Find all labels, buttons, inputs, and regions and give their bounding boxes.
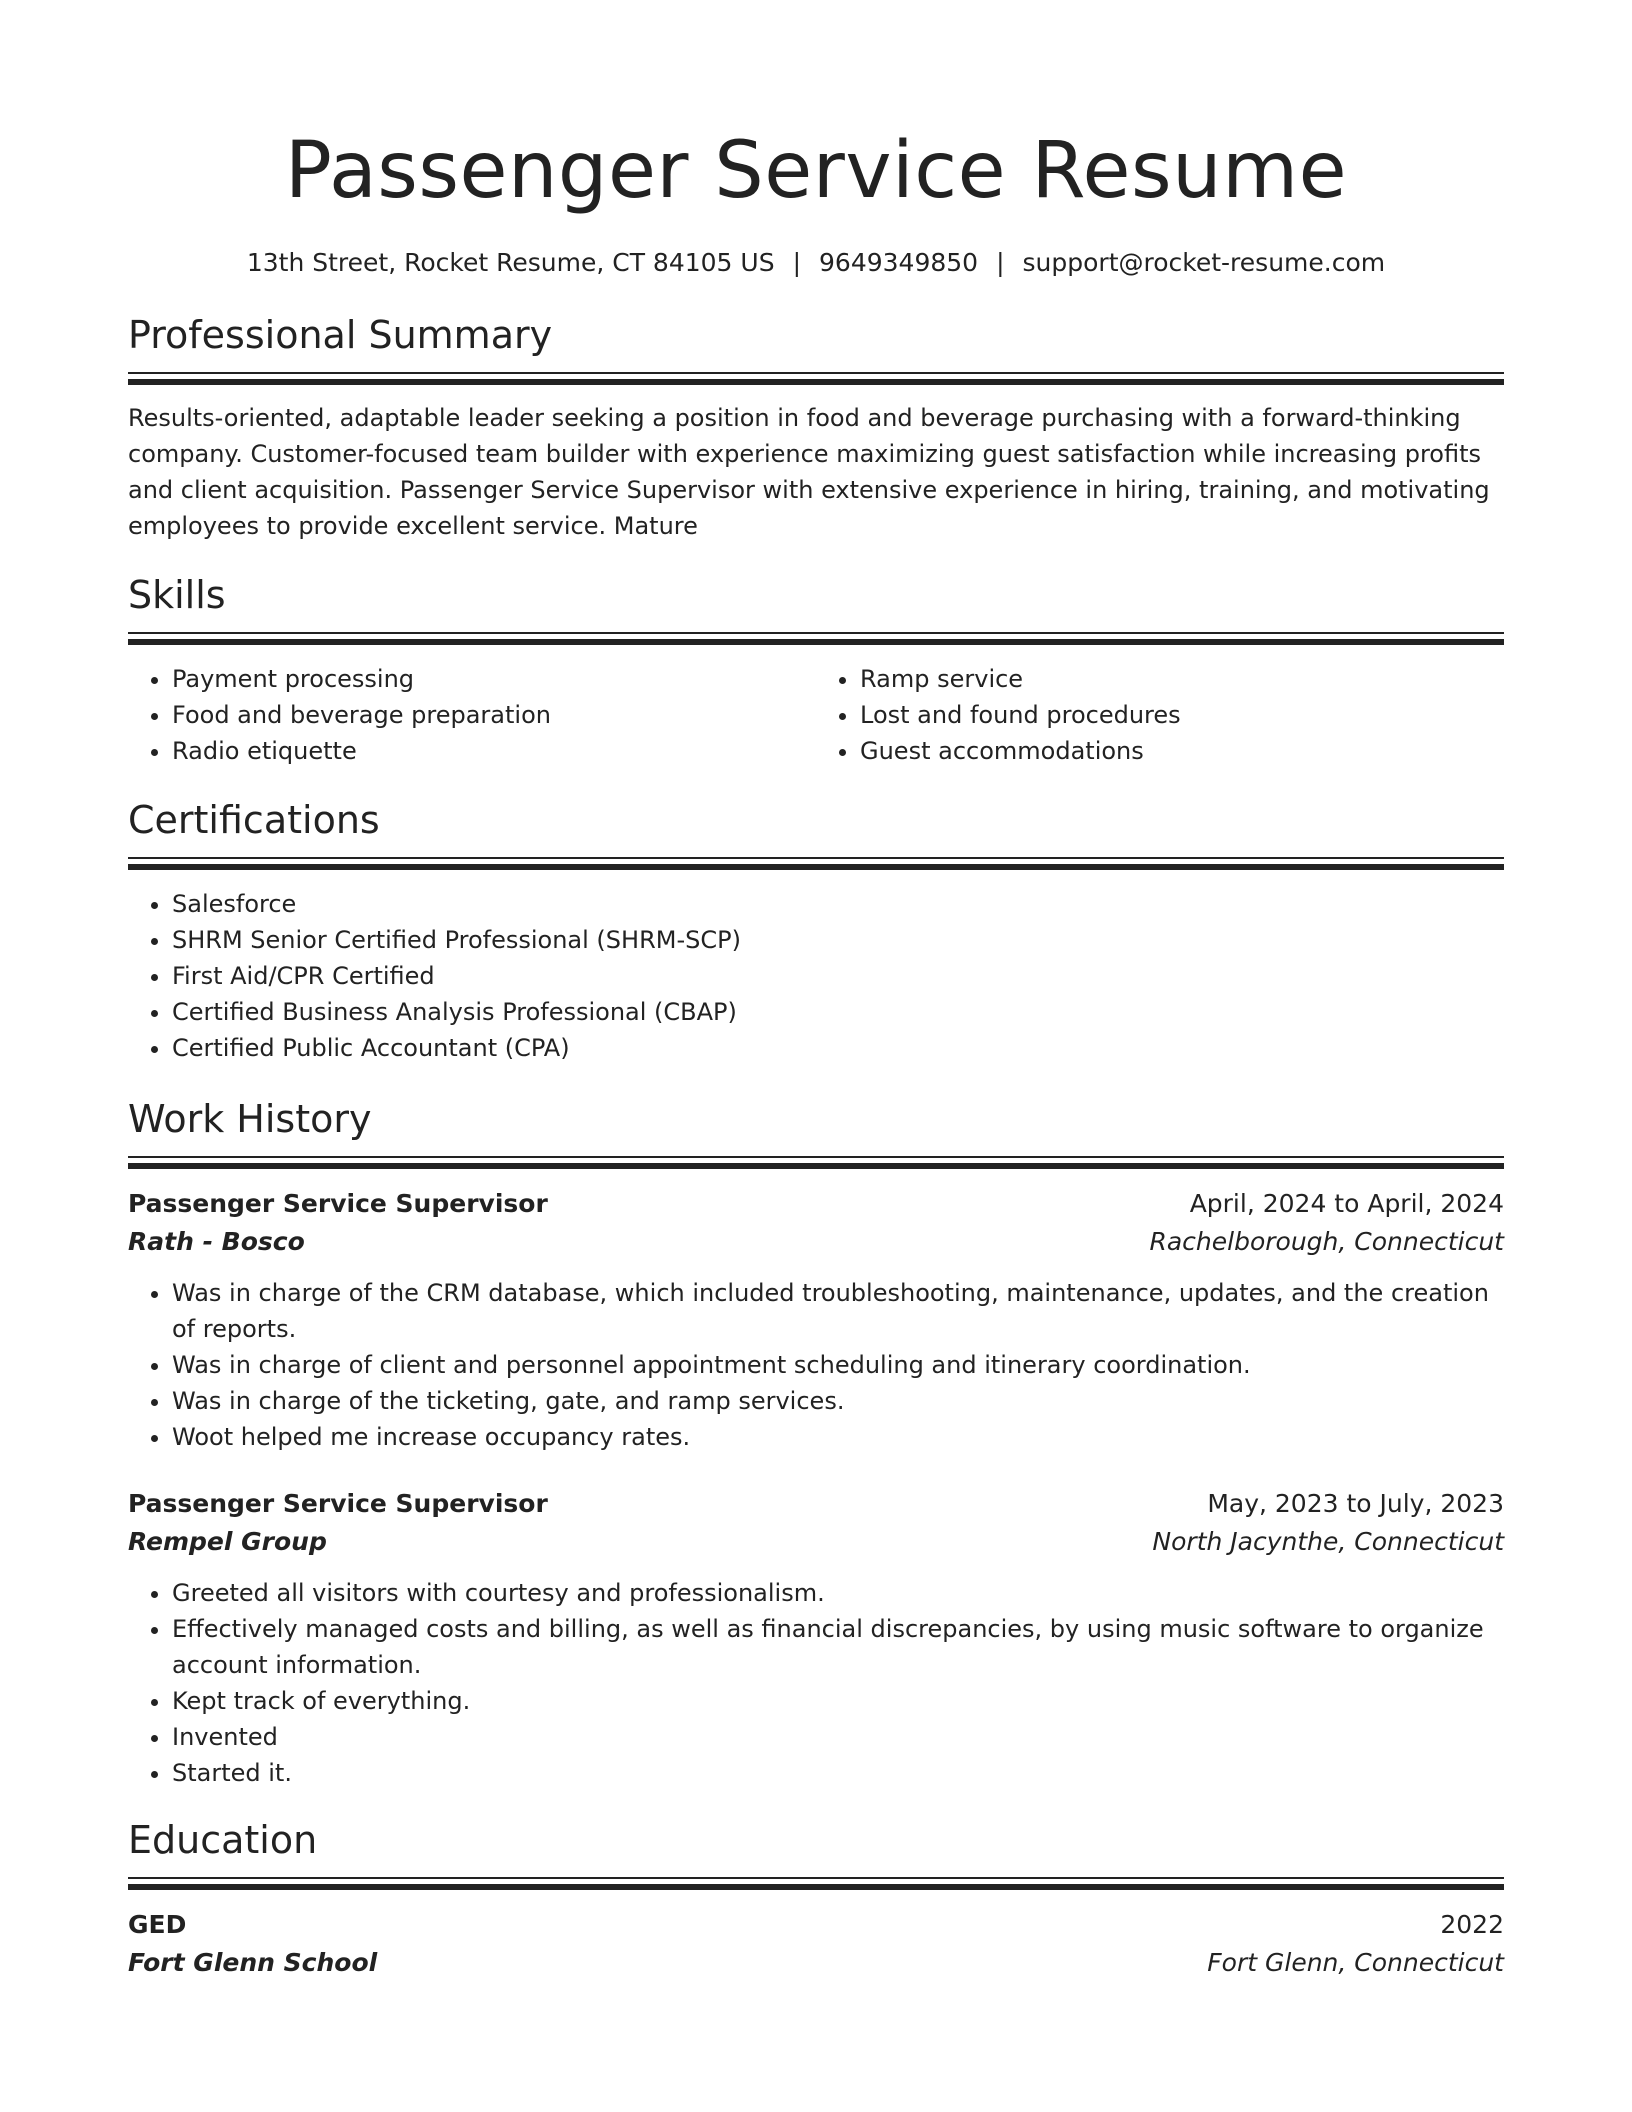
- list-item: • Effectively managed costs and billing, as well as financial discrepancies, by using music software to organize account information.: [172, 1611, 1504, 1683]
- certifications-list: [128, 886, 1504, 1066]
- summary-text: Results-oriented, adaptable leader seeking a position in food and beverage purchasing with a forward-thinking company. Customer-focused team builder with experience maximizing guest satisfaction while increasing profits and client acquisition. Passenger Service Supervisor with extensive experience in hiring, training, and motivating employees to provide excellent service. Mature: [128, 404, 1490, 540]
- contact-line: [128, 246, 1504, 280]
- section-divider: [128, 1156, 1504, 1169]
- section-divider: [128, 372, 1504, 385]
- job-entry: [128, 1485, 1504, 1791]
- section-heading-summary: Professional Summary: [128, 313, 553, 357]
- list-item: • Certified Business Analysis Professional (CBAP): [172, 994, 1504, 1030]
- job-title: Passenger Service Supervisor: [128, 1489, 548, 1518]
- section-summary: [128, 310, 1504, 544]
- section-divider: [128, 632, 1504, 645]
- job-company: Rath - Bosco: [128, 1227, 305, 1256]
- resume-title: Passenger Service Resume: [284, 126, 1348, 216]
- section-heading-certifications: Certifications: [128, 798, 380, 842]
- list-item: • Lost and found procedures: [860, 697, 1504, 733]
- contact-phone: 9649349850: [819, 248, 979, 277]
- job-header: [128, 1485, 1504, 1523]
- job-company: Rempel Group: [128, 1527, 327, 1556]
- list-item: • First Aid/CPR Certified: [172, 958, 1504, 994]
- job-title: Passenger Service Supervisor: [128, 1189, 548, 1218]
- section-divider: [128, 1877, 1504, 1890]
- education-location: Fort Glenn, Connecticut: [1207, 1948, 1504, 1977]
- list-item: • Salesforce: [172, 886, 1504, 922]
- job-location: Rachelborough, Connecticut: [1149, 1227, 1504, 1256]
- list-item: • Was in charge of the ticketing, gate, and ramp services.: [172, 1383, 1504, 1419]
- section-education: [128, 1815, 1504, 1982]
- section-heading-skills: Skills: [128, 573, 226, 617]
- skills-list-left: [128, 661, 816, 769]
- job-entry: [128, 1185, 1504, 1455]
- list-item: • Payment processing: [172, 661, 816, 697]
- section-skills: [128, 570, 1504, 769]
- education-header: [128, 1906, 1504, 1944]
- job-bullets: [128, 1275, 1504, 1455]
- skills-grid: [128, 661, 1504, 769]
- list-item: • Radio etiquette: [172, 733, 816, 769]
- section-heading-education: Education: [128, 1818, 318, 1862]
- job-subheader: [128, 1223, 1504, 1261]
- list-item: • SHRM Senior Certified Professional (SHRM-SCP): [172, 922, 1504, 958]
- contact-separator: |: [792, 248, 802, 277]
- section-work-history: [128, 1094, 1504, 1791]
- education-degree: GED: [128, 1910, 187, 1939]
- education-year: 2022: [1440, 1910, 1504, 1939]
- list-item: • Kept track of everything.: [172, 1683, 1504, 1719]
- list-item: • Woot helped me increase occupancy rates.: [172, 1419, 1504, 1455]
- education-entry: [128, 1906, 1504, 1982]
- job-dates: May, 2023 to July, 2023: [1207, 1489, 1504, 1518]
- list-item: • Food and beverage preparation: [172, 697, 816, 733]
- section-heading-work-history: Work History: [128, 1097, 372, 1141]
- list-item: • Ramp service: [860, 661, 1504, 697]
- list-item: • Greeted all visitors with courtesy and professionalism.: [172, 1575, 1504, 1611]
- job-bullets: [128, 1575, 1504, 1791]
- job-dates: April, 2024 to April, 2024: [1189, 1189, 1504, 1218]
- list-item: • Was in charge of the CRM database, which included troubleshooting, maintenance, updates, and the creation of reports.: [172, 1275, 1504, 1347]
- list-item: • Started it.: [172, 1755, 1504, 1791]
- education-subheader: [128, 1944, 1504, 1982]
- contact-address: 13th Street, Rocket Resume, CT 84105 US: [246, 248, 775, 277]
- list-item: • Guest accommodations: [860, 733, 1504, 769]
- list-item: • Invented: [172, 1719, 1504, 1755]
- skills-list-right: [816, 661, 1504, 769]
- section-divider: [128, 857, 1504, 870]
- list-item: • Was in charge of client and personnel appointment scheduling and itinerary coordination.: [172, 1347, 1504, 1383]
- section-certifications: [128, 795, 1504, 1066]
- contact-email: support@rocket-resume.com: [1022, 248, 1386, 277]
- contact-separator: |: [996, 248, 1005, 277]
- job-location: North Jacynthe, Connecticut: [1152, 1527, 1504, 1556]
- job-subheader: [128, 1523, 1504, 1561]
- list-item: • Certified Public Accountant (CPA): [172, 1030, 1504, 1066]
- job-header: [128, 1185, 1504, 1223]
- education-school: Fort Glenn School: [128, 1948, 378, 1977]
